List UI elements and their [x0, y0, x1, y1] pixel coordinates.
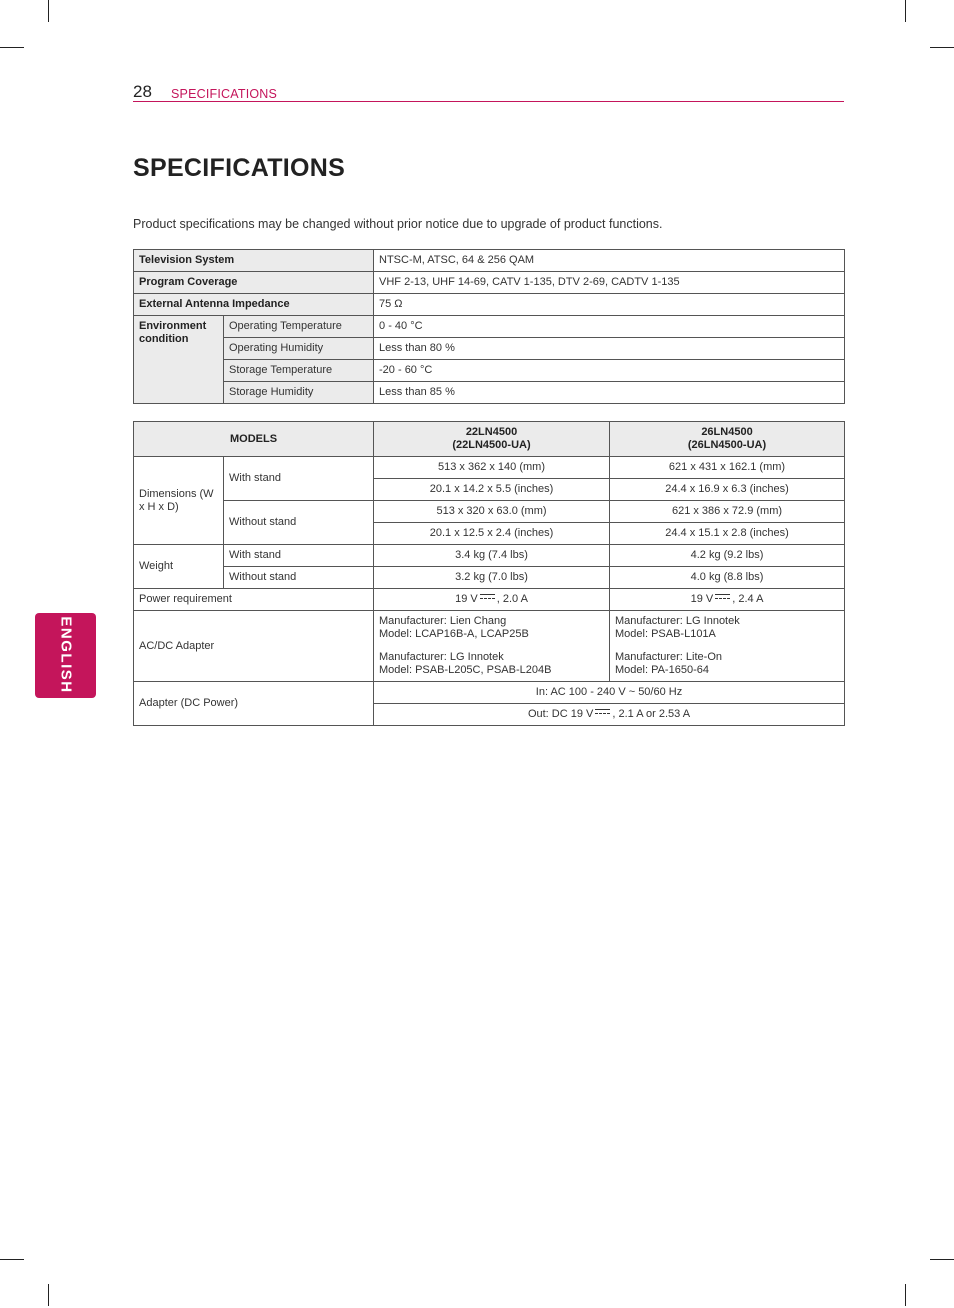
dim-without-stand-b-in: 24.4 x 15.1 x 2.8 (inches) — [610, 523, 845, 545]
program-coverage-value: VHF 2-13, UHF 14-69, CATV 1-135, DTV 2-69, CADTV 1-135 — [374, 272, 845, 294]
power-requirement-a — [374, 589, 610, 611]
page-header — [133, 82, 844, 102]
header-section-name: SPECIFICATIONS — [171, 87, 278, 101]
storage-temperature-value: -20 - 60 °C — [374, 360, 845, 382]
page-number: 28 — [133, 82, 152, 101]
adapter-b2-manufacturer: Manufacturer: Lite-On — [615, 651, 722, 663]
weight-without-stand-b: 4.0 kg (8.8 lbs) — [610, 567, 845, 589]
dim-without-stand-b-mm: 621 x 386 x 72.9 (mm) — [610, 501, 845, 523]
adapter-a — [374, 611, 610, 682]
crop-mark — [0, 47, 24, 48]
adapter-b — [610, 611, 845, 682]
table-row — [134, 545, 845, 567]
power-requirement-label: Power requirement — [134, 589, 374, 611]
models-header: MODELS — [134, 422, 374, 457]
adapter-input: In: AC 100 - 240 V ~ 50/60 Hz — [374, 682, 845, 704]
dimensions-label: Dimensions (W x H x D) — [134, 457, 224, 545]
adapter-b1-manufacturer: Manufacturer: LG Innotek — [615, 615, 740, 627]
table-row — [134, 360, 845, 382]
antenna-impedance-label: External Antenna Impedance — [134, 294, 374, 316]
general-spec-table — [133, 249, 845, 404]
crop-mark — [905, 0, 906, 22]
weight-label: Weight — [134, 545, 224, 589]
crop-mark — [48, 0, 49, 22]
dc-symbol-icon — [715, 594, 730, 600]
model-a-code: (22LN4500-UA) — [452, 439, 531, 451]
dimensions-without-stand-label: Without stand — [224, 501, 374, 545]
storage-humidity-label: Storage Humidity — [224, 382, 374, 404]
adapter-output-suffix: , 2.1 A or 2.53 A — [612, 708, 691, 720]
power-a-current: , 2.0 A — [496, 593, 528, 605]
page-title: SPECIFICATIONS — [133, 154, 346, 182]
weight-with-stand-a: 3.4 kg (7.4 lbs) — [374, 545, 610, 567]
language-tab — [35, 613, 96, 698]
dim-without-stand-a-mm: 513 x 320 x 63.0 (mm) — [374, 501, 610, 523]
crop-mark — [905, 1284, 906, 1306]
adapter-output-prefix: Out: DC 19 V — [527, 708, 594, 720]
dc-symbol-icon — [595, 709, 610, 715]
operating-humidity-value: Less than 80 % — [374, 338, 845, 360]
adapter-b1-model: Model: PSAB-L101A — [615, 628, 716, 640]
power-requirement-b — [610, 589, 845, 611]
table-row — [134, 501, 845, 523]
crop-mark — [930, 1259, 954, 1260]
table-row — [134, 589, 845, 611]
storage-temperature-label: Storage Temperature — [224, 360, 374, 382]
adapter-a1-model: Model: LCAP16B-A, LCAP25B — [379, 628, 529, 640]
crop-mark — [48, 1284, 49, 1306]
table-row — [134, 567, 845, 589]
model-b-header — [610, 422, 845, 457]
adapter-a2-manufacturer: Manufacturer: LG Innotek — [379, 651, 504, 663]
power-a-voltage: 19 V — [455, 593, 478, 605]
model-a-header — [374, 422, 610, 457]
ac-dc-adapter-label: AC/DC Adapter — [134, 611, 374, 682]
table-header-row — [134, 422, 845, 457]
weight-with-stand-label: With stand — [224, 545, 374, 567]
language-tab-label: ENGLISH — [57, 616, 75, 694]
operating-temperature-value: 0 - 40 °C — [374, 316, 845, 338]
power-b-current: , 2.4 A — [732, 593, 764, 605]
spec-notice: Product specifications may be changed without prior notice due to upgrade of product functions. — [133, 217, 663, 231]
dc-symbol-icon — [480, 594, 495, 600]
model-b-code: (26LN4500-UA) — [687, 439, 767, 451]
environment-condition-label: Environment condition — [134, 316, 224, 404]
table-row — [134, 457, 845, 479]
adapter-output — [374, 704, 845, 726]
table-row — [134, 294, 845, 316]
models-spec-table — [133, 421, 845, 726]
model-a-name: 22LN4500 — [465, 426, 518, 438]
operating-temperature-label: Operating Temperature — [224, 316, 374, 338]
adapter-a1-manufacturer: Manufacturer: Lien Chang — [379, 615, 507, 627]
storage-humidity-value: Less than 85 % — [374, 382, 845, 404]
table-row — [134, 682, 845, 704]
table-row — [134, 272, 845, 294]
dim-with-stand-a-in: 20.1 x 14.2 x 5.5 (inches) — [374, 479, 610, 501]
table-row — [134, 611, 845, 682]
crop-mark — [0, 1259, 24, 1260]
dim-with-stand-a-mm: 513 x 362 x 140 (mm) — [374, 457, 610, 479]
weight-without-stand-label: Without stand — [224, 567, 374, 589]
dimensions-with-stand-label: With stand — [224, 457, 374, 501]
operating-humidity-label: Operating Humidity — [224, 338, 374, 360]
table-row — [134, 382, 845, 404]
adapter-dc-power-label: Adapter (DC Power) — [134, 682, 374, 726]
tv-system-label: Television System — [134, 250, 374, 272]
weight-without-stand-a: 3.2 kg (7.0 lbs) — [374, 567, 610, 589]
tv-system-value: NTSC-M, ATSC, 64 & 256 QAM — [374, 250, 845, 272]
antenna-impedance-value: 75 Ω — [374, 294, 845, 316]
table-row — [134, 250, 845, 272]
crop-mark — [930, 47, 954, 48]
power-b-voltage: 19 V — [690, 593, 714, 605]
model-b-name: 26LN4500 — [701, 426, 753, 438]
weight-with-stand-b: 4.2 kg (9.2 lbs) — [610, 545, 845, 567]
table-row — [134, 338, 845, 360]
dim-with-stand-b-mm: 621 x 431 x 162.1 (mm) — [610, 457, 845, 479]
program-coverage-label: Program Coverage — [134, 272, 374, 294]
dim-without-stand-a-in: 20.1 x 12.5 x 2.4 (inches) — [374, 523, 610, 545]
adapter-b2-model: Model: PA-1650-64 — [615, 664, 709, 676]
adapter-a2-model: Model: PSAB-L205C, PSAB-L204B — [379, 664, 552, 676]
dim-with-stand-b-in: 24.4 x 16.9 x 6.3 (inches) — [610, 479, 845, 501]
table-row — [134, 316, 845, 338]
